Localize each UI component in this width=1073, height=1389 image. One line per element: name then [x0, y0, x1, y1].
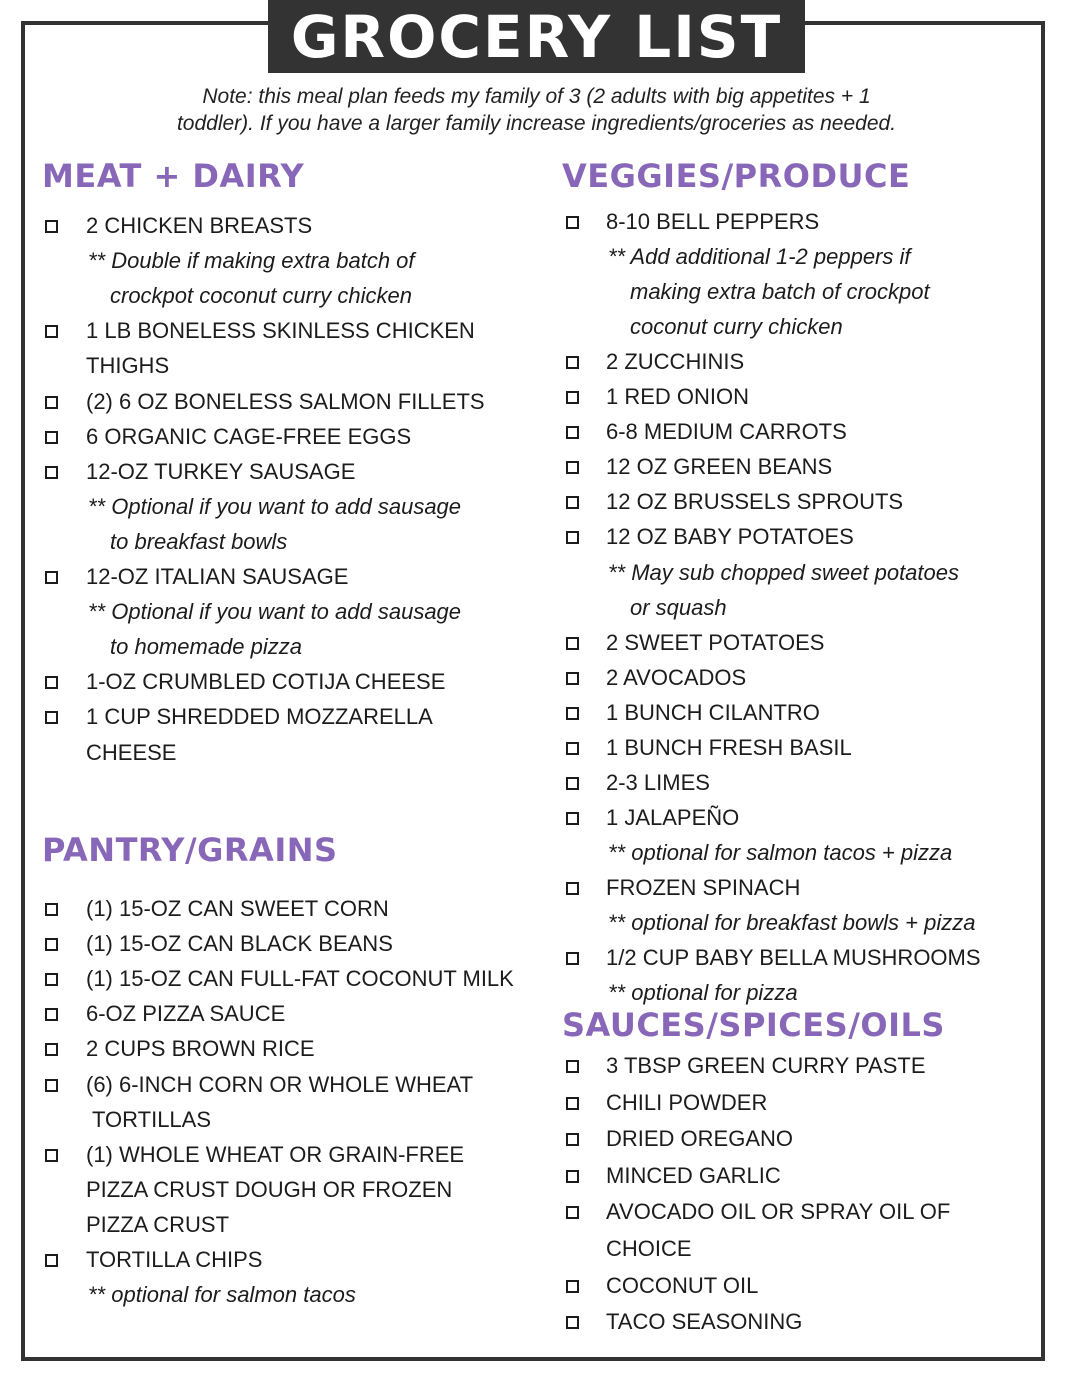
item-note: ** Optional if you want to add sausage — [88, 599, 462, 625]
item-note: ** optional for salmon tacos — [88, 1282, 356, 1308]
list-item: PIZZA CRUST DOUGH OR FROZEN — [86, 1176, 453, 1202]
list-item: 1 CUP SHREDDED MOZZARELLA — [86, 704, 433, 730]
checkbox-icon[interactable] — [45, 466, 58, 479]
checkbox-icon[interactable] — [566, 391, 579, 404]
checkbox-icon[interactable] — [45, 1008, 58, 1021]
list-item: 1 RED ONION — [606, 384, 750, 410]
list-item: (2) 6 OZ BONELESS SALMON FILLETS — [86, 388, 485, 414]
heading-veggies-produce: VEGGIES/PRODUCE — [562, 157, 911, 195]
item-note: ** Optional if you want to add sausage — [88, 493, 462, 519]
checkbox-icon[interactable] — [566, 742, 579, 755]
checkbox-icon[interactable] — [45, 711, 58, 724]
checkbox-icon[interactable] — [566, 707, 579, 720]
list-item: 6-OZ PIZZA SAUCE — [86, 1001, 286, 1027]
list-item: (1) 15-OZ CAN SWEET CORN — [86, 896, 389, 921]
list-item: 1/2 CUP BABY BELLA MUSHROOMS — [606, 945, 981, 971]
checkbox-icon[interactable] — [566, 637, 579, 650]
list-item: (1) WHOLE WHEAT OR GRAIN-FREE — [86, 1141, 465, 1167]
checkbox-icon[interactable] — [566, 882, 579, 895]
checkbox-icon[interactable] — [566, 531, 579, 544]
list-item: PIZZA CRUST — [86, 1211, 230, 1237]
heading-pantry-grains: PANTRY/GRAINS — [42, 831, 338, 869]
list-item: 6 ORGANIC CAGE-FREE EGGS — [86, 423, 412, 449]
item-note: crockpot coconut curry chicken — [110, 283, 413, 309]
checkbox-icon[interactable] — [45, 903, 58, 916]
checkbox-icon[interactable] — [45, 1149, 58, 1162]
checkbox-icon[interactable] — [45, 1043, 58, 1056]
checkbox-icon[interactable] — [45, 1254, 58, 1267]
list-item: 1 JALAPEÑO — [606, 804, 740, 830]
list-item: 2 AVOCADOS — [606, 664, 747, 690]
note-line-1: Note: this meal plan feeds my family of 3 (2 adults with big appetites + 1 — [202, 85, 871, 108]
checkbox-icon[interactable] — [566, 496, 579, 509]
list-item: 12-OZ TURKEY SAUSAGE — [86, 458, 356, 484]
checkbox-icon[interactable] — [566, 426, 579, 439]
checkbox-icon[interactable] — [566, 216, 579, 229]
checkbox-icon[interactable] — [566, 1060, 579, 1073]
item-note: to homemade pizza — [110, 634, 302, 660]
list-item: (1) 15-OZ CAN BLACK BEANS — [86, 931, 393, 957]
list-item: FROZEN SPINACH — [606, 874, 801, 900]
checkbox-icon[interactable] — [566, 1170, 579, 1183]
page-title: GROCERY LIST — [268, 0, 805, 73]
checkbox-icon[interactable] — [566, 672, 579, 685]
checkbox-icon[interactable] — [45, 220, 58, 233]
checkbox-icon[interactable] — [566, 952, 579, 965]
checkbox-icon[interactable] — [45, 571, 58, 584]
list-item: THIGHS — [86, 353, 170, 379]
item-note: making extra batch of crockpot — [630, 279, 930, 305]
list-item: AVOCADO OIL OR SPRAY OIL OF — [606, 1199, 951, 1225]
list-item: 2 CHICKEN BREASTS — [86, 213, 313, 238]
list-item: TORTILLAS — [92, 1106, 212, 1132]
list-item: 6-8 MEDIUM CARROTS — [606, 419, 847, 445]
list-item: (6) 6-INCH CORN OR WHOLE WHEAT — [86, 1071, 474, 1097]
checkbox-icon[interactable] — [45, 1079, 58, 1092]
list-item: 8-10 BELL PEPPERS — [606, 209, 820, 234]
list-item: TACO SEASONING — [606, 1309, 803, 1335]
checkbox-icon[interactable] — [566, 1280, 579, 1293]
list-item: CHILI POWDER — [606, 1089, 768, 1115]
item-note: ** Double if making extra batch of — [88, 248, 415, 274]
item-note: ** May sub chopped sweet potatoes — [608, 559, 960, 585]
list-item: CHOICE — [606, 1236, 692, 1261]
list-item: 12-OZ ITALIAN SAUSAGE — [86, 564, 349, 589]
item-note: ** optional for salmon tacos + pizza — [608, 839, 953, 865]
list-item: 12 OZ GREEN BEANS — [606, 454, 833, 480]
list-item: 1 LB BONELESS SKINLESS CHICKEN — [86, 318, 475, 344]
list-item: 1 BUNCH CILANTRO — [606, 699, 820, 725]
item-note: ** Add additional 1-2 peppers if — [608, 244, 911, 270]
list-item: MINCED GARLIC — [606, 1162, 781, 1188]
list-item: 2 ZUCCHINIS — [606, 349, 745, 375]
item-note: to breakfast bowls — [110, 528, 288, 554]
checkbox-icon[interactable] — [566, 812, 579, 825]
checkbox-icon[interactable] — [45, 676, 58, 689]
note-line-2: toddler). If you have a larger family increase ingredients/groceries as needed. — [176, 112, 897, 135]
list-item: CHEESE — [86, 739, 177, 765]
checkbox-icon[interactable] — [566, 1316, 579, 1329]
list-item: 1 BUNCH FRESH BASIL — [606, 734, 852, 760]
list-item: (1) 15-OZ CAN FULL-FAT COCONUT MILK — [86, 966, 514, 992]
checkbox-icon[interactable] — [45, 973, 58, 986]
checkbox-icon[interactable] — [566, 1097, 579, 1110]
item-note: coconut curry chicken — [630, 314, 843, 340]
checkbox-icon[interactable] — [45, 396, 58, 409]
list-item: 2 CUPS BROWN RICE — [86, 1036, 315, 1062]
list-item: 1-OZ CRUMBLED COTIJA CHEESE — [86, 669, 446, 695]
item-note: ** optional for breakfast bowls + pizza — [608, 910, 976, 935]
heading-meat-dairy: MEAT + DAIRY — [42, 157, 305, 195]
list-item: 12 OZ BRUSSELS SPROUTS — [606, 489, 904, 515]
checkbox-icon[interactable] — [45, 325, 58, 338]
list-item: 12 OZ BABY POTATOES — [606, 524, 854, 550]
list-item: COCONUT OIL — [606, 1272, 759, 1298]
checkbox-icon[interactable] — [566, 1133, 579, 1146]
item-note: ** optional for pizza — [608, 980, 798, 1006]
list-item: DRIED OREGANO — [606, 1126, 794, 1152]
item-note: or squash — [630, 594, 727, 620]
heading-sauces-spices-oils: SAUCES/SPICES/OILS — [562, 1006, 945, 1044]
list-item: 3 TBSP GREEN CURRY PASTE — [606, 1053, 926, 1078]
checkbox-icon[interactable] — [566, 356, 579, 369]
checkbox-icon[interactable] — [45, 431, 58, 444]
list-item: 2-3 LIMES — [606, 769, 710, 795]
list-item: TORTILLA CHIPS — [86, 1247, 263, 1272]
checkbox-icon[interactable] — [566, 777, 579, 790]
checkbox-icon[interactable] — [45, 938, 58, 951]
checkbox-icon[interactable] — [566, 461, 579, 474]
list-item: 2 SWEET POTATOES — [606, 629, 825, 655]
checkbox-icon[interactable] — [566, 1206, 579, 1219]
